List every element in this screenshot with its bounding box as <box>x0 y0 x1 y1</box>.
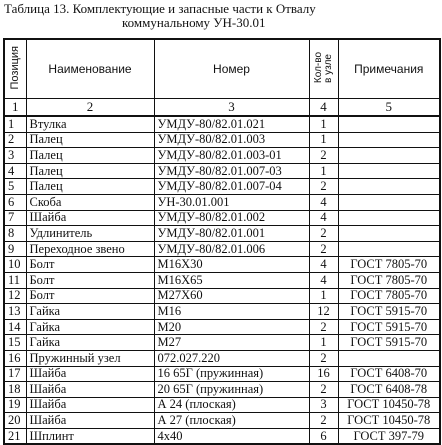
cell-qty: 4 <box>309 194 338 210</box>
table-row <box>4 335 440 351</box>
table-row <box>4 116 440 132</box>
cell-note: ГОСТ 10450-78 <box>338 413 440 429</box>
table-body <box>4 116 440 444</box>
cell-pos: 7 <box>4 210 26 226</box>
cell-note <box>338 148 440 164</box>
cell-pos: 9 <box>4 241 26 257</box>
cell-name: Шайба <box>26 210 154 226</box>
header-note: Примечания <box>338 39 440 99</box>
cell-name: Палец <box>26 163 154 179</box>
cell-pos: 2 <box>4 132 26 148</box>
cell-number: УМДУ-80/82.01.006 <box>154 241 309 257</box>
cell-number: М27Х60 <box>154 288 309 304</box>
cell-number: М16Х65 <box>154 272 309 288</box>
cell-pos: 10 <box>4 257 26 273</box>
table-row <box>4 272 440 288</box>
cell-note <box>338 163 440 179</box>
header-qty <box>309 39 338 99</box>
cell-pos: 8 <box>4 226 26 242</box>
cell-qty: 1 <box>309 335 338 351</box>
cell-qty: 2 <box>309 319 338 335</box>
cell-qty: 2 <box>309 148 338 164</box>
cell-pos: 18 <box>4 382 26 398</box>
table-row <box>4 397 440 413</box>
cell-number: 4х40 <box>154 428 309 444</box>
cell-name: Шайба <box>26 366 154 382</box>
header-pos-label: Позиция <box>8 45 21 90</box>
col-number: 3 <box>154 99 309 117</box>
header-name: Наименование <box>26 39 154 99</box>
cell-number: УМДУ-80/82.01.007-03 <box>154 163 309 179</box>
cell-number: М16Х30 <box>154 257 309 273</box>
cell-qty: 1 <box>309 116 338 132</box>
cell-name: Переходное звено <box>26 241 154 257</box>
cell-note <box>338 194 440 210</box>
table-row <box>4 148 440 164</box>
cell-number: 072.027.220 <box>154 350 309 366</box>
cell-qty: 4 <box>309 257 338 273</box>
table-row <box>4 366 440 382</box>
cell-name: Болт <box>26 257 154 273</box>
cell-number: 16 65Г (пружинная) <box>154 366 309 382</box>
cell-qty: 2 <box>309 350 338 366</box>
table-row <box>4 288 440 304</box>
cell-pos: 19 <box>4 397 26 413</box>
cell-note: ГОСТ 10450-78 <box>338 397 440 413</box>
column-number-row <box>4 99 440 117</box>
cell-name: Болт <box>26 288 154 304</box>
cell-name: Шайба <box>26 413 154 429</box>
cell-qty: 1 <box>309 288 338 304</box>
cell-name: Палец <box>26 148 154 164</box>
cell-note <box>338 116 440 132</box>
table-row <box>4 163 440 179</box>
cell-pos: 20 <box>4 413 26 429</box>
header-row <box>4 39 440 99</box>
cell-name: Палец <box>26 179 154 195</box>
cell-qty: 1 <box>309 132 338 148</box>
cell-pos: 16 <box>4 350 26 366</box>
table-row <box>4 132 440 148</box>
cell-note: ГОСТ 5915-70 <box>338 335 440 351</box>
cell-note: ГОСТ 7805-70 <box>338 272 440 288</box>
parts-table <box>3 38 441 445</box>
cell-note: ГОСТ 7805-70 <box>338 288 440 304</box>
header-number: Номер <box>154 39 309 99</box>
cell-note <box>338 132 440 148</box>
cell-qty: 3 <box>309 397 338 413</box>
cell-pos: 5 <box>4 179 26 195</box>
col-number: 4 <box>309 99 338 117</box>
table-row <box>4 226 440 242</box>
cell-note <box>338 179 440 195</box>
cell-name: Палец <box>26 132 154 148</box>
cell-qty: 2 <box>309 382 338 398</box>
cell-name: Шайба <box>26 397 154 413</box>
cell-number: А 24 (плоская) <box>154 397 309 413</box>
cell-number: УМДУ-80/82.01.007-04 <box>154 179 309 195</box>
table-row <box>4 319 440 335</box>
cell-number: М16 <box>154 304 309 320</box>
cell-number: УН-30.01.001 <box>154 194 309 210</box>
cell-name: Скоба <box>26 194 154 210</box>
cell-pos: 15 <box>4 335 26 351</box>
cell-name: Пружинный узел <box>26 350 154 366</box>
cell-pos: 1 <box>4 116 26 132</box>
cell-note: ГОСТ 397-79 <box>338 428 440 444</box>
cell-name: Удлинитель <box>26 226 154 242</box>
table-row <box>4 179 440 195</box>
cell-qty: 4 <box>309 272 338 288</box>
col-number: 1 <box>4 99 26 117</box>
cell-note: ГОСТ 6408-78 <box>338 382 440 398</box>
table-row <box>4 350 440 366</box>
cell-qty: 1 <box>309 163 338 179</box>
cell-note <box>338 226 440 242</box>
table-row <box>4 304 440 320</box>
cell-note: ГОСТ 6408-70 <box>338 366 440 382</box>
cell-qty: 16 <box>309 366 338 382</box>
cell-name: Болт <box>26 272 154 288</box>
table-row <box>4 428 440 444</box>
col-number: 5 <box>338 99 440 117</box>
cell-pos: 11 <box>4 272 26 288</box>
table-row <box>4 413 440 429</box>
cell-note: ГОСТ 5915-70 <box>338 319 440 335</box>
table-title <box>0 2 442 30</box>
header-pos <box>4 39 26 99</box>
cell-pos: 4 <box>4 163 26 179</box>
cell-pos: 21 <box>4 428 26 444</box>
cell-qty: 2 <box>309 179 338 195</box>
cell-qty: 4 <box>309 210 338 226</box>
cell-name: Шайба <box>26 382 154 398</box>
table-row <box>4 194 440 210</box>
cell-number: УМДУ-80/82.01.021 <box>154 116 309 132</box>
table-title-line1: Таблица 13. Комплектующие и запасные части к Отвалу <box>4 1 316 16</box>
col-number: 2 <box>26 99 154 117</box>
cell-name: Гайка <box>26 319 154 335</box>
cell-pos: 12 <box>4 288 26 304</box>
cell-qty: 2 <box>309 241 338 257</box>
cell-note: ГОСТ 7805-70 <box>338 257 440 273</box>
cell-name: Гайка <box>26 304 154 320</box>
cell-number: УМДУ-80/82.01.002 <box>154 210 309 226</box>
table-row <box>4 257 440 273</box>
cell-qty: 6 <box>309 428 338 444</box>
cell-name: Шплинт <box>26 428 154 444</box>
cell-pos: 14 <box>4 319 26 335</box>
cell-number: М20 <box>154 319 309 335</box>
cell-note <box>338 350 440 366</box>
cell-qty: 2 <box>309 226 338 242</box>
cell-note <box>338 241 440 257</box>
table-row <box>4 241 440 257</box>
cell-number: УМДУ-80/82.01.001 <box>154 226 309 242</box>
table-title-line2: коммунальному УН-30.01 <box>122 15 266 30</box>
cell-number: УМДУ-80/82.01.003-01 <box>154 148 309 164</box>
table-row <box>4 210 440 226</box>
cell-name: Втулка <box>26 116 154 132</box>
cell-name: Гайка <box>26 335 154 351</box>
cell-pos: 3 <box>4 148 26 164</box>
cell-qty: 2 <box>309 413 338 429</box>
cell-note: ГОСТ 5915-70 <box>338 304 440 320</box>
cell-note <box>338 210 440 226</box>
cell-number: М27 <box>154 335 309 351</box>
cell-pos: 17 <box>4 366 26 382</box>
cell-number: 20 65Г (пружинная) <box>154 382 309 398</box>
cell-number: УМДУ-80/82.01.003 <box>154 132 309 148</box>
header-qty-label-1: Кол-во <box>312 51 324 84</box>
cell-qty: 12 <box>309 304 338 320</box>
table-row <box>4 382 440 398</box>
cell-number: А 27 (плоская) <box>154 413 309 429</box>
cell-pos: 6 <box>4 194 26 210</box>
cell-pos: 13 <box>4 304 26 320</box>
header-qty-label-2: в узле <box>322 54 334 84</box>
